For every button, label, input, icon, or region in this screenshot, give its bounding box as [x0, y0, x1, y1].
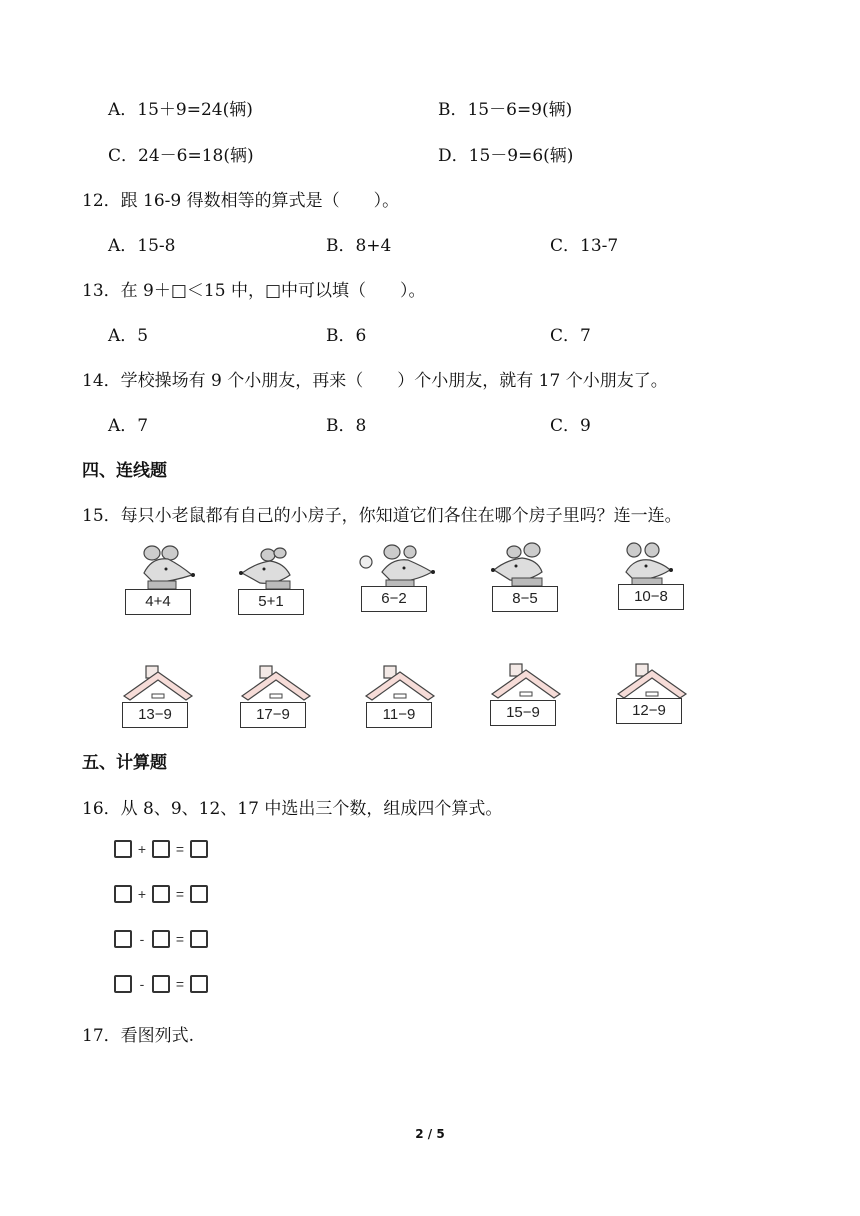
equation-row-1	[114, 838, 208, 860]
house-card-3[interactable]	[362, 662, 438, 723]
q13-option-c: C．7	[550, 326, 591, 346]
operator-sign: -	[139, 931, 145, 947]
q13-option-b: B．6	[326, 326, 367, 346]
q14-option-b: B．8	[326, 416, 367, 436]
q11-option-b: B．15－6=9(辆)	[438, 100, 573, 120]
q12-option-b: B．8+4	[326, 236, 392, 256]
operator-sign: +	[137, 886, 147, 902]
equals-sign: =	[175, 976, 185, 992]
equals-sign: =	[175, 931, 185, 947]
equals-sign: =	[175, 886, 185, 902]
answer-box[interactable]	[114, 930, 132, 948]
mouse-card-1[interactable]	[122, 543, 202, 620]
q11-option-a: A．15＋9=24(辆)	[108, 100, 253, 120]
answer-box[interactable]	[190, 840, 208, 858]
house-card-label-5: 12−9	[616, 698, 682, 724]
house-card-label-3: 11−9	[366, 702, 432, 728]
mouse-card-label-2: 5+1	[238, 589, 304, 615]
equation-row-2	[114, 883, 208, 905]
mouse-card-4[interactable]	[488, 540, 568, 617]
q12-option-a: A．15-8	[108, 236, 176, 256]
operator-sign: -	[139, 976, 145, 992]
section-heading-calculation: 五、计算题	[82, 753, 167, 773]
house-card-2[interactable]	[238, 662, 314, 723]
section-heading-matching: 四、连线题	[82, 461, 167, 481]
answer-box[interactable]	[114, 885, 132, 903]
q16-stem: 16．从 8、9、12、17 中选出三个数，组成四个算式。	[82, 799, 503, 819]
q13-option-a: A．5	[108, 326, 149, 346]
q13-stem: 13．在 9＋□＜15 中，□中可以填（ ）。	[82, 281, 426, 301]
q11-option-c: C．24－6=18(辆)	[108, 146, 254, 166]
house-card-label-1: 13−9	[122, 702, 188, 728]
mouse-card-label-3: 6−2	[361, 586, 427, 612]
mouse-card-label-4: 8−5	[492, 586, 558, 612]
house-card-1[interactable]	[120, 662, 196, 723]
q11-option-d: D．15－9=6(辆)	[438, 146, 574, 166]
house-card-label-2: 17−9	[240, 702, 306, 728]
mouse-card-3[interactable]	[356, 542, 436, 619]
answer-box[interactable]	[152, 975, 170, 993]
page-number: 2 / 5	[415, 1127, 445, 1141]
answer-box[interactable]	[190, 930, 208, 948]
q14-stem: 14．学校操场有 9 个小朋友，再来（ ）个小朋友，就有 17 个小朋友了。	[82, 371, 668, 391]
answer-box[interactable]	[114, 840, 132, 858]
equation-row-4	[114, 973, 208, 995]
mouse-card-label-5: 10−8	[618, 584, 684, 610]
q12-option-c: C．13-7	[550, 236, 619, 256]
house-card-4[interactable]	[488, 660, 564, 721]
answer-box[interactable]	[190, 885, 208, 903]
answer-box[interactable]	[152, 885, 170, 903]
house-card-5[interactable]	[614, 660, 690, 719]
q17-stem: 17．看图列式.	[82, 1026, 195, 1046]
equals-sign: =	[175, 841, 185, 857]
mouse-card-2[interactable]	[236, 545, 316, 622]
mouse-card-5[interactable]	[616, 540, 696, 617]
q14-option-a: A．7	[108, 416, 149, 436]
house-card-label-4: 15−9	[490, 700, 556, 726]
mouse-card-label-1: 4+4	[125, 589, 191, 615]
equation-row-3	[114, 928, 208, 950]
q12-stem: 12．跟 16-9 得数相等的算式是（ ）。	[82, 191, 400, 211]
q15-stem: 15．每只小老鼠都有自己的小房子，你知道它们各住在哪个房子里吗？连一连。	[82, 506, 682, 526]
answer-box[interactable]	[152, 840, 170, 858]
answer-box[interactable]	[114, 975, 132, 993]
answer-box[interactable]	[190, 975, 208, 993]
q14-option-c: C．9	[550, 416, 591, 436]
operator-sign: +	[137, 841, 147, 857]
answer-box[interactable]	[152, 930, 170, 948]
